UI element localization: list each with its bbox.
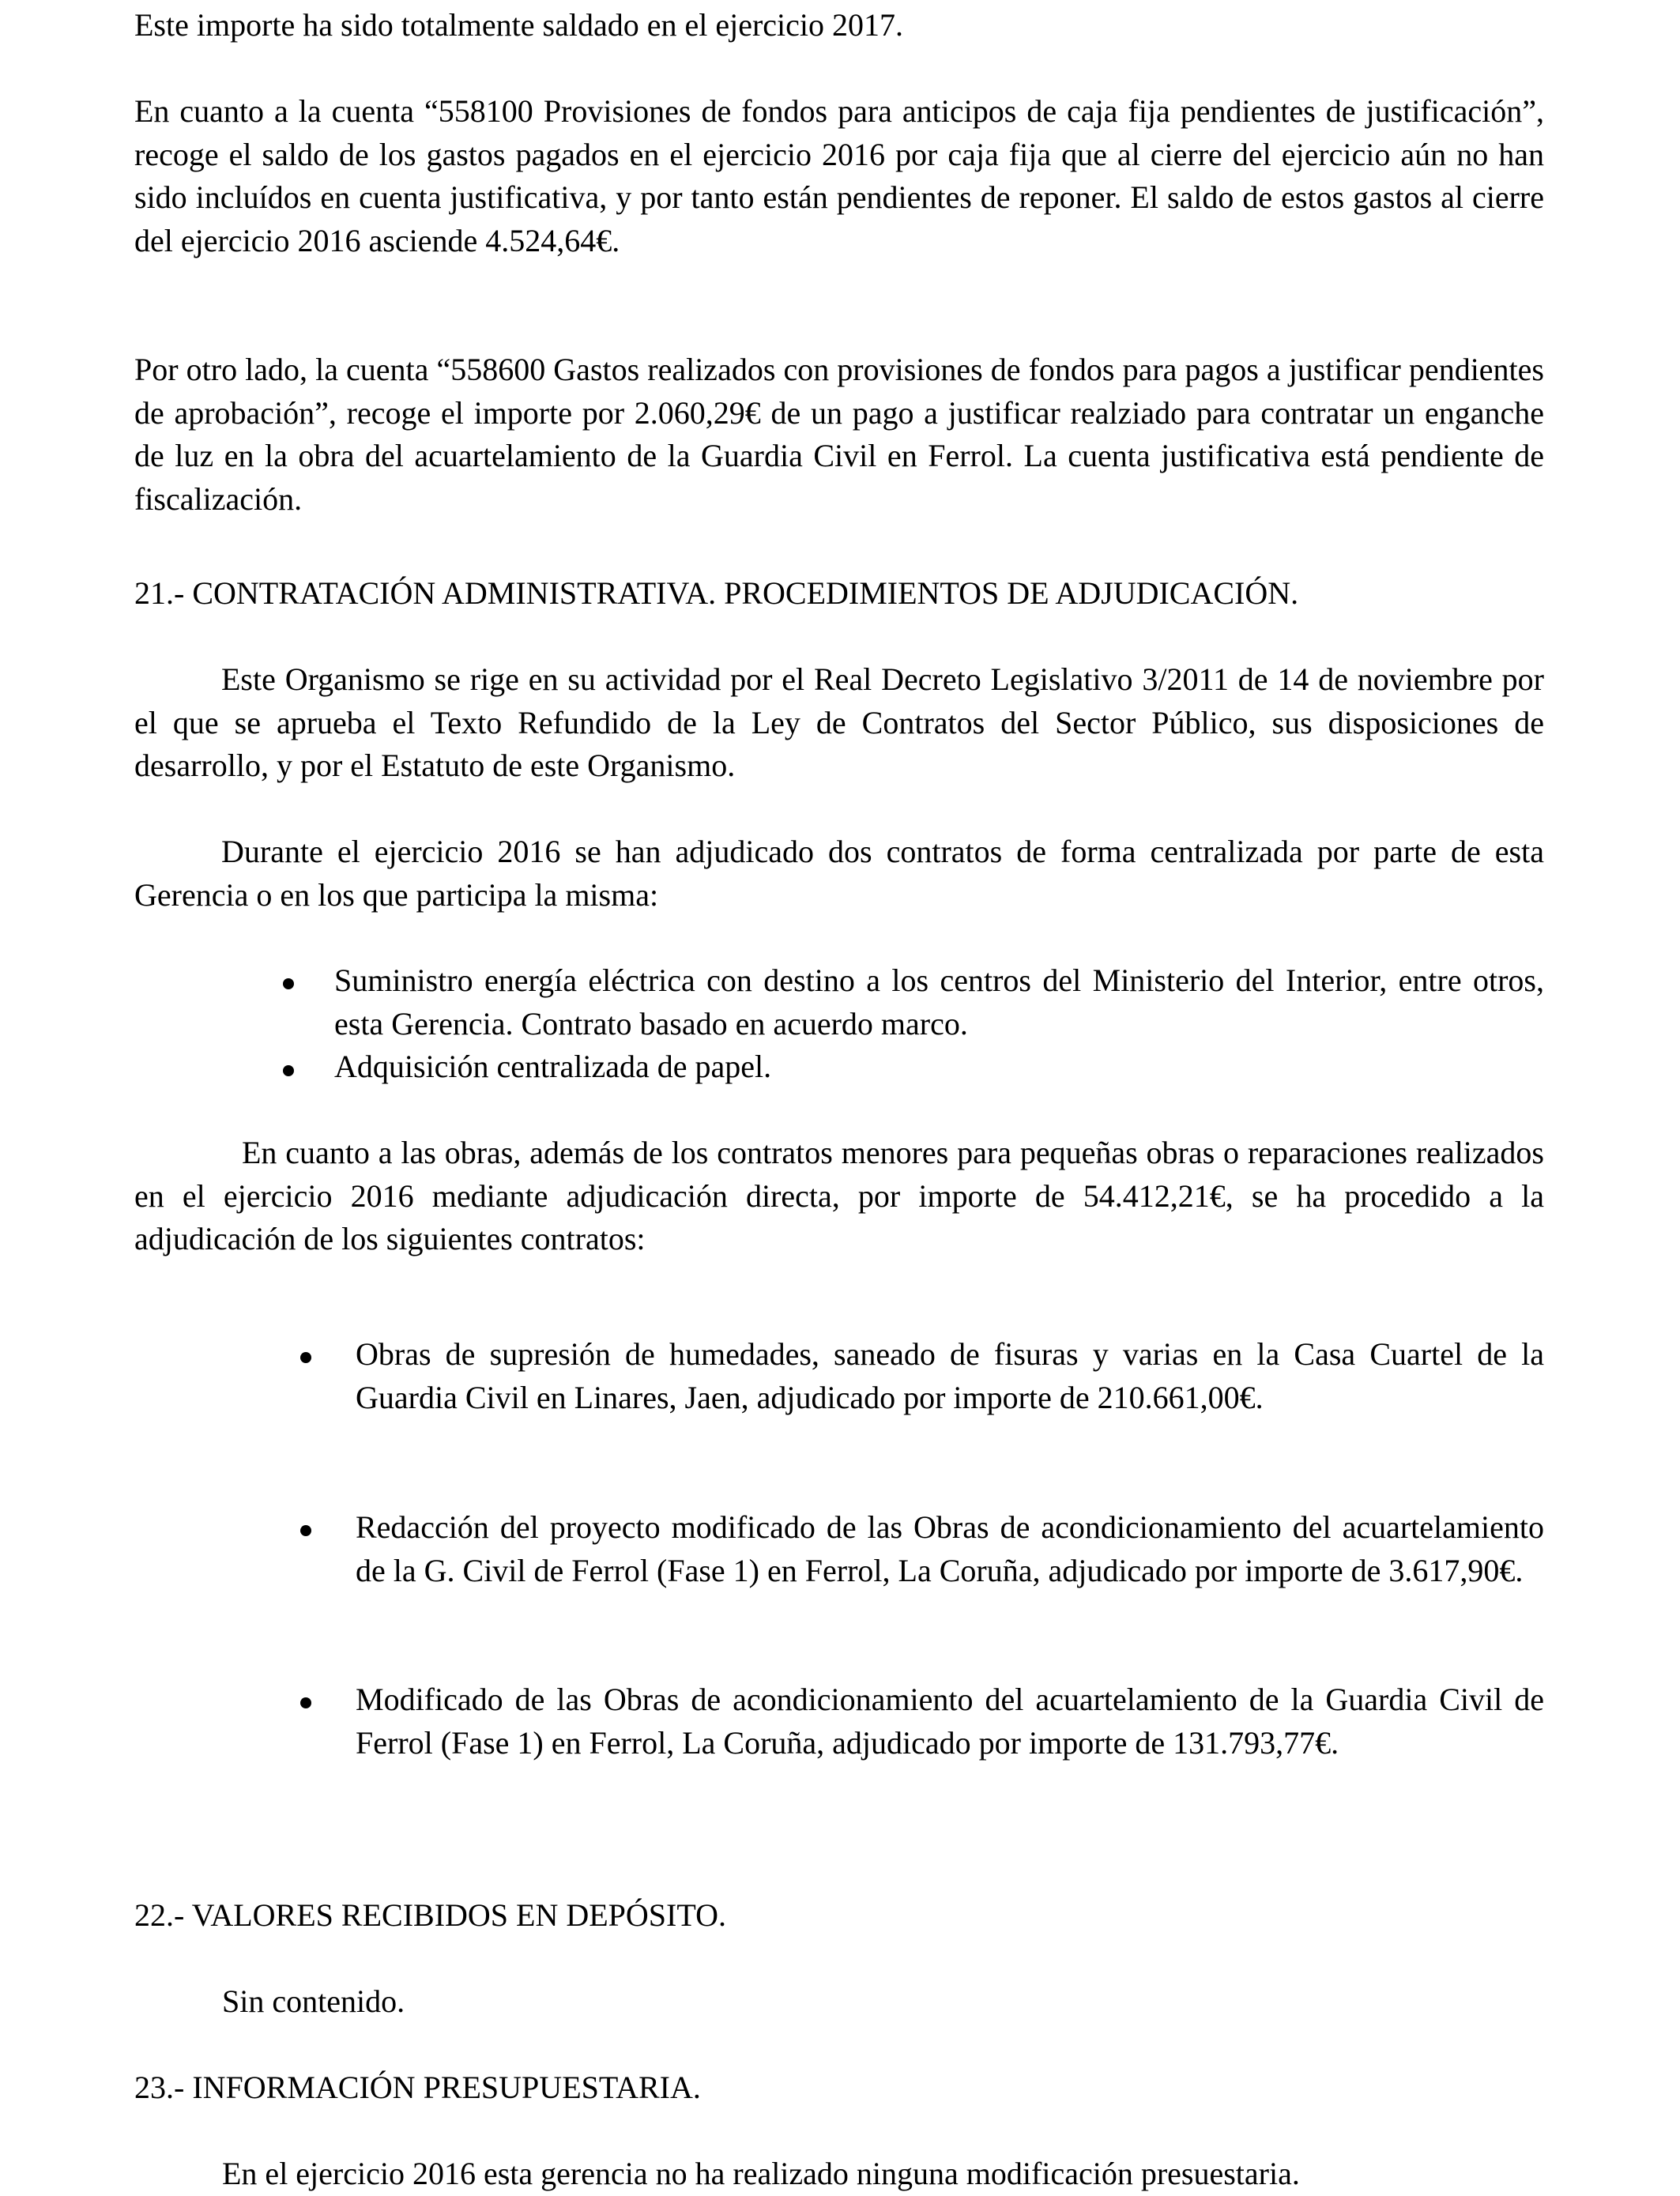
- bullet-icon: [300, 1352, 311, 1363]
- paragraph-account-558600: Por otro lado, la cuenta “558600 Gastos realizados con provisiones de fondos para pagos a justificar pendientes de aprobación”, recoge el importe por 2.060,29€ de un pago a justificar realziado para contratar un enganche de luz en la obra del acuartelamiento de la Guardia Civil en Ferrol. La cuenta justificativa está pendiente de fiscalización.: [134, 352, 1544, 517]
- section-heading-22: 22.- VALORES RECIBIDOS EN DEPÓSITO.: [134, 1897, 726, 1933]
- bullet-icon: [283, 978, 294, 989]
- list-item-text: Suministro energía eléctrica con destino a los centros del Ministerio del Interior, entre otros, esta Gerencia. Contrato basado en acuerdo marco.: [334, 962, 1544, 1041]
- section-heading-23: 23.- INFORMACIÓN PRESUPUESTARIA.: [134, 2070, 701, 2105]
- section-heading-21: 21.- CONTRATACIÓN ADMINISTRATIVA. PROCEDIMIENTOS DE ADJUDICACIÓN.: [134, 575, 1299, 611]
- paragraph-budget-info: En el ejercicio 2016 esta gerencia no ha realizado ninguna modificación presuestaria.: [222, 2156, 1300, 2191]
- paragraph-no-content: Sin contenido.: [222, 1983, 405, 2019]
- paragraph-centralized-contracts: Durante el ejercicio 2016 se han adjudicado dos contratos de forma centralizada por parte de esta Gerencia o en los que participa la misma:: [134, 834, 1544, 913]
- paragraph-balance-settled: Este importe ha sido totalmente saldado en el ejercicio 2017.: [134, 7, 904, 43]
- list-item-text: Modificado de las Obras de acondicionamiento del acuartelamiento de la Guardia Civil de Ferrol (Fase 1) en Ferrol, La Coruña, adjudicado por importe de 131.793,77€.: [356, 1682, 1544, 1761]
- paragraph-account-558100: En cuanto a la cuenta “558100 Provisiones de fondos para anticipos de caja fija pendientes de justificación”, recoge el saldo de los gastos pagados en el ejercicio 2016 por caja fija que al cierre del ejercicio aún no han sido incluídos en cuenta justificativa, y por tanto están pendientes de reponer. El saldo de estos gastos al cierre del ejercicio 2016 asciende 4.524,64€.: [134, 93, 1544, 258]
- paragraph-works-contracts: En cuanto a las obras, además de los contratos menores para pequeñas obras o reparaciones realizados en el ejercicio 2016 mediante adjudicación directa, por importe de 54.412,21€, se ha procedido a la adjudicación de los siguientes contratos:: [134, 1135, 1544, 1256]
- list-item-text: Redacción del proyecto modificado de las Obras de acondicionamiento del acuartelamiento de la G. Civil de Ferrol (Fase 1) en Ferrol, La Coruña, adjudicado por importe de 3.617,90€.: [356, 1509, 1544, 1588]
- bullet-icon: [283, 1065, 294, 1076]
- paragraph-legal-framework: Este Organismo se rige en su actividad por el Real Decreto Legislativo 3/2011 de 14 de noviembre por el que se aprueba el Texto Refundido de la Ley de Contratos del Sector Público, sus disposiciones de desarrollo, y por el Estatuto de este Organismo.: [134, 661, 1544, 783]
- bullet-icon: [300, 1525, 311, 1536]
- bullet-icon: [300, 1697, 311, 1708]
- list-item-text: Adquisición centralizada de papel.: [334, 1049, 772, 1084]
- list-item-text: Obras de supresión de humedades, saneado de fisuras y varias en la Casa Cuartel de la Guardia Civil en Linares, Jaen, adjudicado por importe de 210.661,00€.: [356, 1336, 1544, 1415]
